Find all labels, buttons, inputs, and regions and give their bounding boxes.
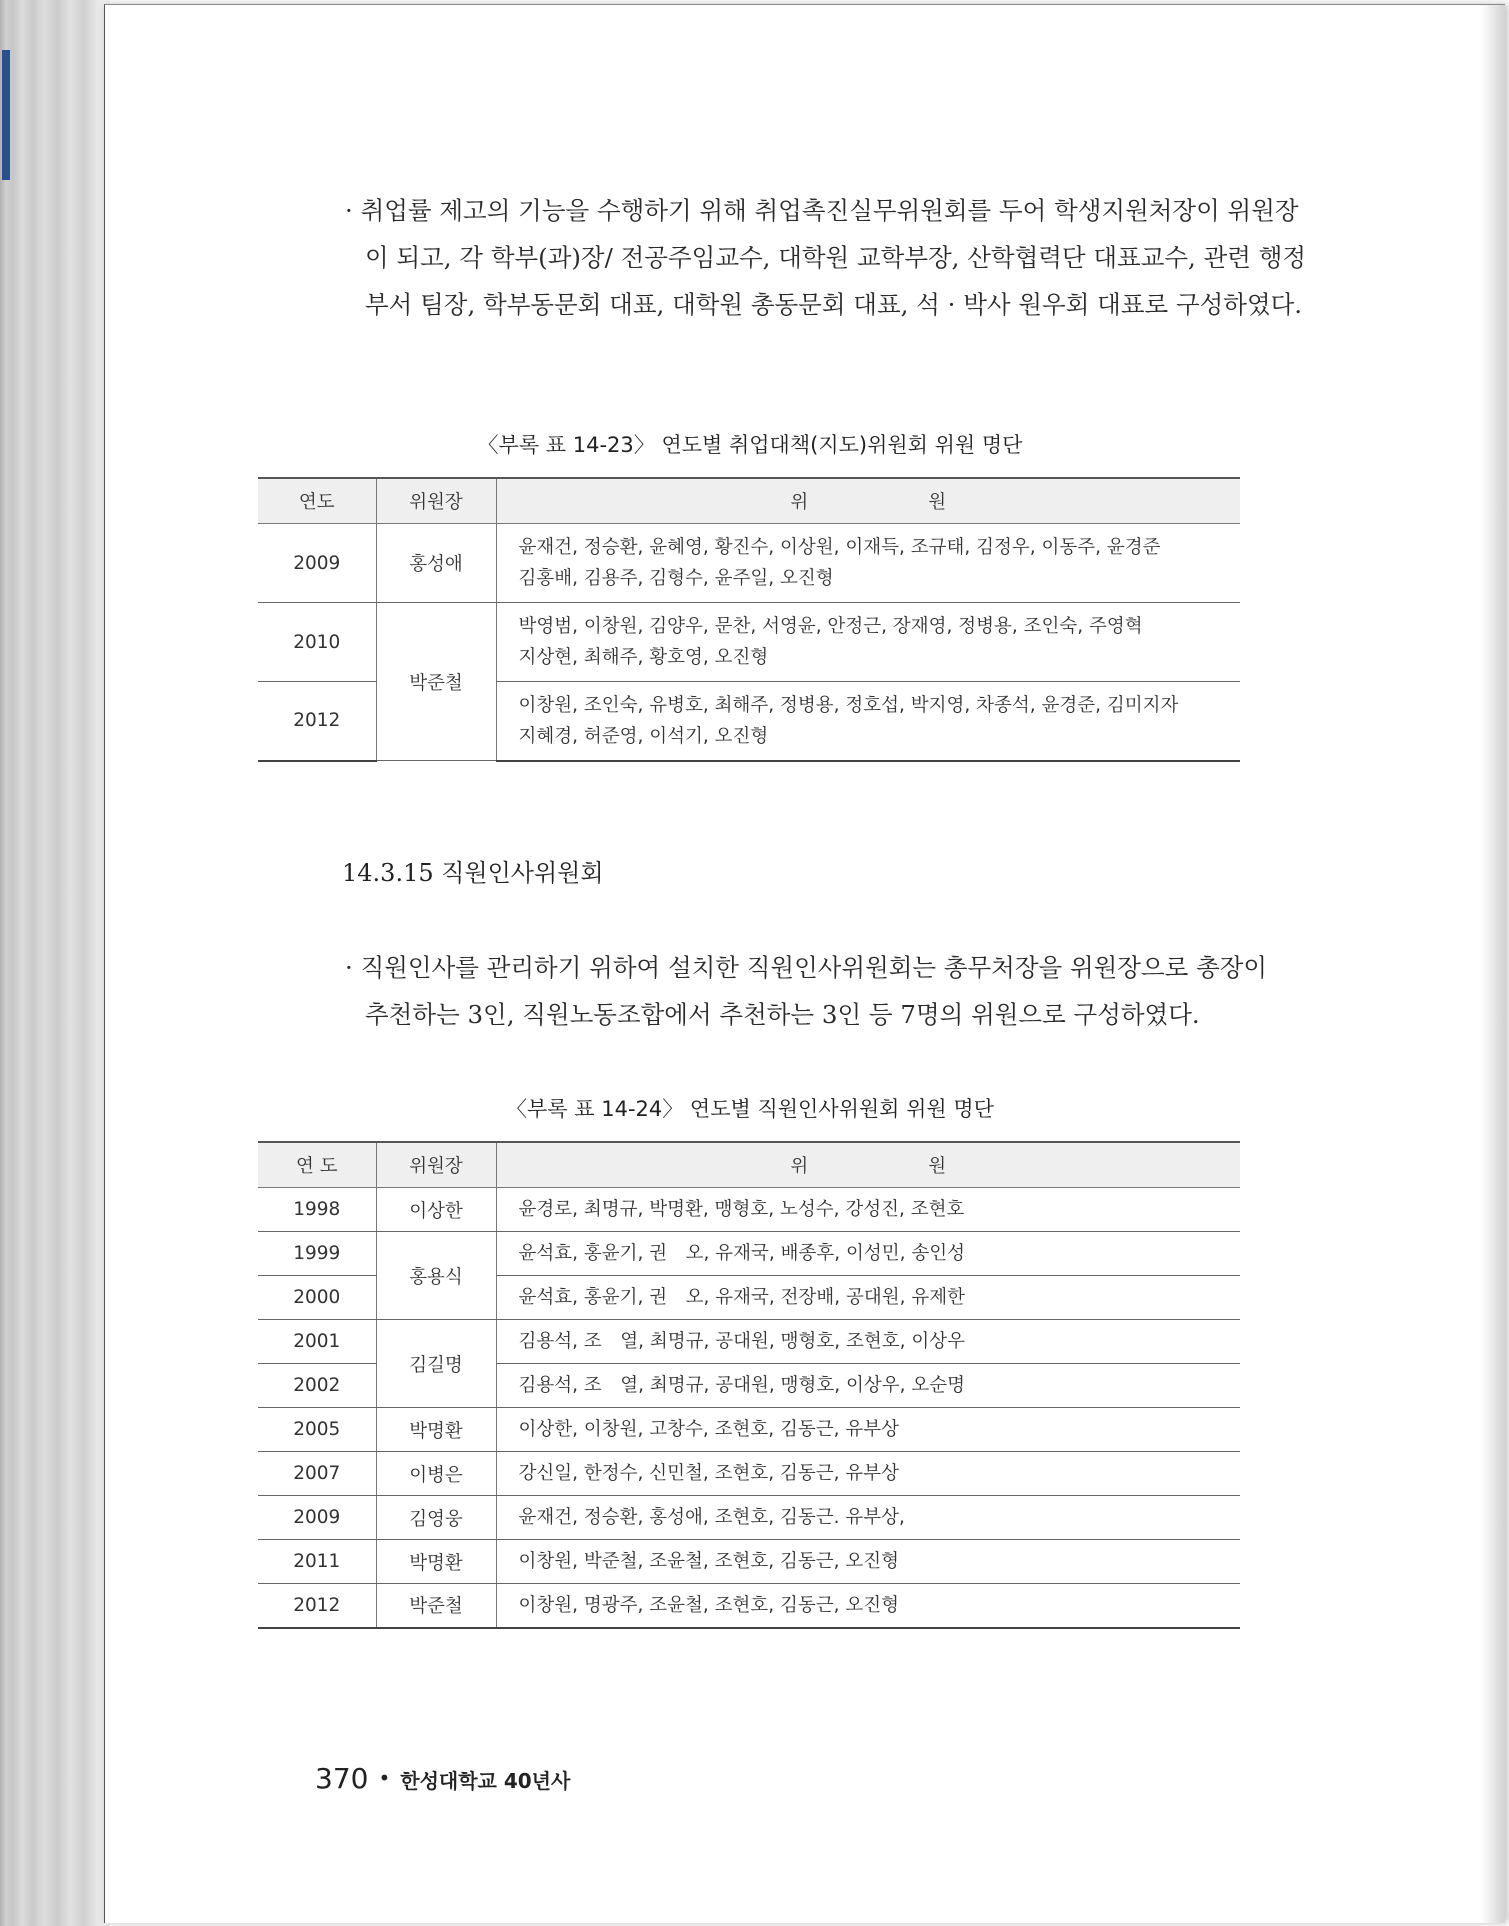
row-members: 김용석, 조 열, 최명규, 공대원, 맹형호, 이상우, 오순명 xyxy=(496,1364,1240,1408)
row-members: 강신일, 한정수, 신민철, 조현호, 김동근, 유부상 xyxy=(496,1452,1240,1496)
row-year: 1999 xyxy=(258,1232,376,1276)
table-row xyxy=(258,1584,1240,1628)
row-members: 윤재건, 정승환, 홍성애, 조현호, 김동근. 유부상, xyxy=(496,1496,1240,1540)
members-line: 박영범, 이창원, 김양우, 문찬, 서영윤, 안정근, 장재영, 정병용, 조인숙, 주영혁 xyxy=(518,616,1143,637)
staff-committee-table xyxy=(258,1141,1240,1629)
row-year: 2011 xyxy=(258,1540,376,1584)
book-page xyxy=(104,4,1505,1923)
members-line: 지혜경, 허준영, 이석기, 오진형 xyxy=(518,725,769,747)
row-chair: 김길명 xyxy=(376,1320,496,1408)
book-title: 한성대학교 40년사 xyxy=(400,1769,571,1793)
book-spine-shadow xyxy=(0,0,6,1926)
header-chair: 위원장 xyxy=(376,478,496,524)
table-row xyxy=(258,603,1240,682)
row-year: 2000 xyxy=(258,1276,376,1320)
row-chair: 이병은 xyxy=(376,1452,496,1496)
row-chair: 홍용식 xyxy=(376,1232,496,1320)
table-row xyxy=(258,1452,1240,1496)
row-members: 윤석효, 홍윤기, 권 오, 유재국, 배종후, 이성민, 송인성 xyxy=(496,1232,1240,1276)
row-members: 이상한, 이창원, 고창수, 조현호, 김동근, 유부상 xyxy=(496,1408,1240,1452)
paragraph-employment-committee xyxy=(345,187,1306,328)
row-year: 2010 xyxy=(258,603,376,682)
row-chair: 박준철 xyxy=(376,1584,496,1628)
row-year: 2009 xyxy=(258,524,376,603)
row-year: 2007 xyxy=(258,1452,376,1496)
book-ribbon-marker xyxy=(2,50,10,180)
members-line: 지상현, 최해주, 황호영, 오진형 xyxy=(518,647,769,668)
header-members: 위원 xyxy=(496,478,1240,524)
table-row xyxy=(258,1320,1240,1364)
table-row xyxy=(258,1540,1240,1584)
row-chair: 이상한 xyxy=(376,1188,496,1232)
members-line: 윤재건, 정승환, 윤혜영, 황진수, 이상원, 이재득, 조규태, 김정우, 이동주, 윤경준 xyxy=(518,537,1161,558)
table-header-row xyxy=(258,478,1240,524)
row-members: 윤경로, 최명규, 박명환, 맹형호, 노성수, 강성진, 조현호 xyxy=(496,1188,1240,1232)
book-page-edges xyxy=(0,0,110,1926)
row-members: 윤석효, 홍윤기, 권 오, 유재국, 전장배, 공대원, 유제한 xyxy=(496,1276,1240,1320)
row-year: 2012 xyxy=(258,682,376,761)
row-members xyxy=(496,524,1240,603)
row-members xyxy=(496,682,1240,761)
paragraph-line: · 취업률 제고의 기능을 수행하기 위해 취업촉진실무위원회를 두어 학생지원처장이 위원장 xyxy=(345,196,1299,225)
section-title: 14.3.15 직원인사위원회 xyxy=(342,859,604,887)
paragraph-line: 추천하는 3인, 직원노동조합에서 추천하는 3인 등 7명의 위원으로 구성하였다. xyxy=(365,1000,1200,1029)
paragraph-line: 이 되고, 각 학부(과)장/ 전공주임교수, 대학원 교학부장, 산학협력단 대표교수, 관련 행정 xyxy=(365,243,1307,272)
row-chair: 박명환 xyxy=(376,1540,496,1584)
row-chair: 홍성애 xyxy=(376,524,496,603)
table-row xyxy=(258,1408,1240,1452)
table-caption-14-23: 〈부록 표 14-23〉 연도별 취업대책(지도)위원회 위원 명단 xyxy=(477,433,1023,457)
table-caption-14-24: 〈부록 표 14-24〉 연도별 직원인사위원회 위원 명단 xyxy=(506,1097,994,1121)
row-members xyxy=(496,603,1240,682)
header-chair: 위원장 xyxy=(376,1142,496,1188)
members-line: 김홍배, 김용주, 김형수, 윤주일, 오진형 xyxy=(518,568,834,589)
paragraph-line: 부서 팀장, 학부동문회 대표, 대학원 총동문회 대표, 석 · 박사 원우회 대표로 구성하였다. xyxy=(365,290,1303,319)
members-line: 이창원, 조인숙, 유병호, 최해주, 정병용, 정호섭, 박지영, 차종석, 윤경준, 김미지자 xyxy=(518,694,1179,716)
page-footer xyxy=(315,1762,570,1795)
row-year: 2001 xyxy=(258,1320,376,1364)
page-curl-shade xyxy=(1481,5,1505,1923)
paragraph-line: · 직원인사를 관리하기 위하여 설치한 직원인사위원회는 총무처장을 위원장으로 총장이 xyxy=(345,953,1268,982)
row-year: 2005 xyxy=(258,1408,376,1452)
row-members: 이창원, 박준철, 조윤철, 조현호, 김동근, 오진형 xyxy=(496,1540,1240,1584)
header-year: 연도 xyxy=(258,478,376,524)
table-header-row xyxy=(258,1142,1240,1188)
row-year: 2009 xyxy=(258,1496,376,1540)
row-chair: 박준철 xyxy=(376,603,496,761)
row-year: 1998 xyxy=(258,1188,376,1232)
paragraph-staff-committee xyxy=(345,944,1267,1038)
header-year: 연 도 xyxy=(258,1142,376,1188)
table-row xyxy=(258,1232,1240,1276)
employment-committee-table xyxy=(258,477,1240,762)
row-chair: 김영웅 xyxy=(376,1496,496,1540)
footer-separator: • xyxy=(378,1766,391,1790)
page-number: 370 xyxy=(315,1762,369,1795)
row-members: 김용석, 조 열, 최명규, 공대원, 맹형호, 조현호, 이상우 xyxy=(496,1320,1240,1364)
header-members: 위원 xyxy=(496,1142,1240,1188)
table-row xyxy=(258,1188,1240,1232)
table-row xyxy=(258,524,1240,603)
row-year: 2012 xyxy=(258,1584,376,1628)
row-chair: 박명환 xyxy=(376,1408,496,1452)
table-row xyxy=(258,1496,1240,1540)
row-members: 이창원, 명광주, 조윤철, 조현호, 김동근, 오진형 xyxy=(496,1584,1240,1628)
row-year: 2002 xyxy=(258,1364,376,1408)
